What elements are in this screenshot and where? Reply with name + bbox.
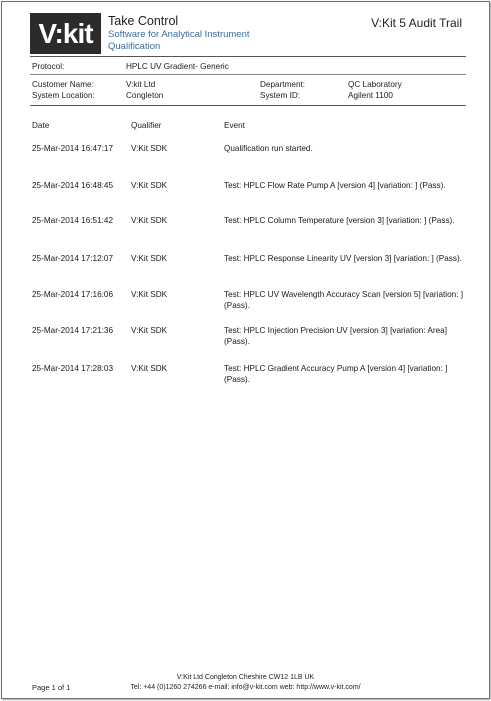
row-date: 25-Mar-2014 17:12:07: [32, 254, 114, 263]
row-date: 25-Mar-2014 16:47:17: [32, 144, 114, 153]
brand-subtitle: Software for Analytical Instrument Qualification: [108, 29, 250, 52]
row-event: Test: HPLC Flow Rate Pump A [version 4] [variation: ] (Pass).: [224, 181, 446, 190]
row-date: 25-Mar-2014 16:48:45: [32, 181, 114, 190]
row-qualifier: V:Kit SDK: [131, 254, 168, 263]
customer-value: V:kit Ltd: [126, 80, 156, 89]
footer-address: V:Kit Ltd Congleton Cheshire CW12 1LB UK: [176, 674, 315, 681]
protocol-label: Protocol:: [32, 62, 65, 71]
row-event: Test: HPLC Injection Precision UV [version 3] [variation: Area] (Pass).: [224, 326, 447, 346]
system-id-label: System ID:: [260, 91, 301, 100]
row-date: 25-Mar-2014 17:16:06: [32, 290, 114, 299]
header-rule: [30, 56, 466, 57]
protocol-value: HPLC UV Gradient- Generic: [126, 62, 229, 71]
location-label: System Location:: [32, 91, 95, 100]
row-event: Test: HPLC Column Temperature [version 3] [variation: ] (Pass).: [224, 216, 455, 225]
location-value: Congleton: [126, 91, 164, 100]
protocol-rule: [30, 74, 466, 75]
row-date: 25-Mar-2014 16:51:42: [32, 216, 114, 225]
info-rule: [30, 105, 466, 106]
audit-trail-page: [1, 1, 490, 699]
page-number: Page 1 of 1: [32, 683, 71, 692]
row-event: Test: HPLC Response Linearity UV [version 3] [variation: ] (Pass).: [224, 254, 462, 263]
row-event: Qualification run started.: [224, 144, 313, 153]
row-qualifier: V:Kit SDK: [131, 181, 168, 190]
customer-label: Customer Name:: [32, 80, 94, 89]
row-qualifier: V:Kit SDK: [131, 144, 168, 153]
department-label: Department:: [260, 80, 306, 89]
column-header-date: Date: [32, 121, 50, 130]
column-header-qualifier: Qualifier: [131, 121, 162, 130]
row-event: Test: HPLC Gradient Accuracy Pump A [version 4] [variation: ] (Pass).: [224, 364, 448, 384]
brand-title: Take Control: [108, 14, 179, 28]
vkit-logo: V:kit: [30, 13, 101, 54]
row-date: 25-Mar-2014 17:21:36: [32, 326, 114, 335]
document-title: V:Kit 5 Audit Trail: [371, 16, 462, 30]
row-date: 25-Mar-2014 17:28:03: [32, 364, 114, 373]
row-qualifier: V:Kit SDK: [131, 290, 168, 299]
row-event: Test: HPLC UV Wavelength Accuracy Scan [version 5] [variation: ] (Pass).: [224, 290, 464, 310]
row-qualifier: V:Kit SDK: [131, 364, 168, 373]
footer-contact: Tel: +44 (0)1260 274266 e-mail: info@v-kit.com web: http://www.v-kit.com/: [130, 684, 361, 691]
department-value: QC Laboratory: [348, 80, 402, 89]
row-qualifier: V:Kit SDK: [131, 326, 168, 335]
system-id-value: Agilent 1100: [348, 91, 393, 100]
row-qualifier: V:Kit SDK: [131, 216, 168, 225]
column-header-event: Event: [224, 121, 245, 130]
